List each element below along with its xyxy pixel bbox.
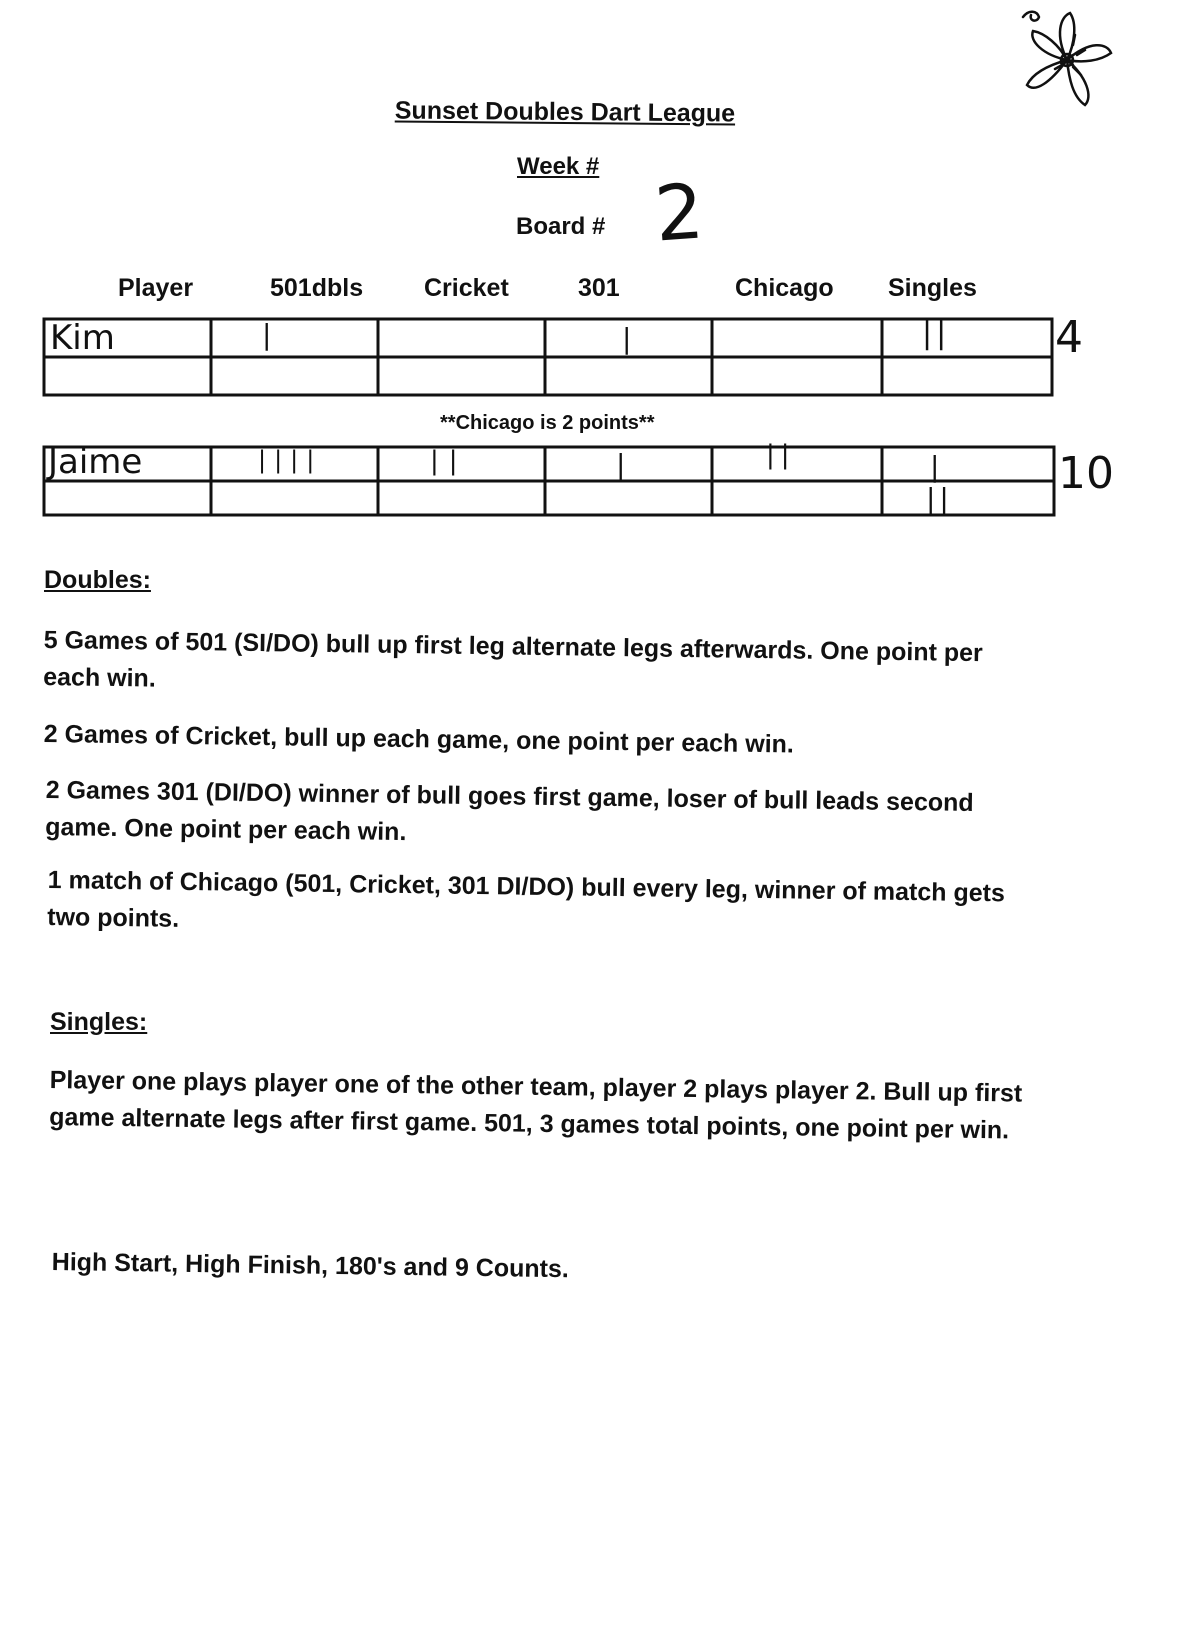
document-title: Sunset Doubles Dart League (394, 96, 736, 128)
doubles-rule-cricket: 2 Games of Cricket, bull up each game, one point per each win. (43, 719, 795, 759)
column-header-301: 301 (578, 274, 620, 302)
total-jaime: 10 (1058, 448, 1114, 499)
week-label: Week # (517, 153, 600, 180)
player-name-jaime: Jaime (48, 442, 143, 482)
doubles-rule-chicago: 1 match of Chicago (501, Cricket, 301 DI/DO) bull every leg, winner of match gets two points. (47, 865, 1006, 933)
tally-jaime-singles: | (930, 450, 940, 483)
doubles-rule-301: 2 Games 301 (DI/DO) winner of bull goes first game, loser of bull leads second game. One point per each win. (45, 775, 974, 847)
column-header-cricket: Cricket (424, 274, 509, 302)
tally-jaime-501dbls: |||| (258, 446, 323, 474)
doubles-rule-501: 5 Games of 501 (SI/DO) bull up first leg alternate legs afterwards. One point per each win. (43, 625, 983, 693)
tally-jaime-chicago: || (766, 440, 796, 470)
column-header-singles: Singles (888, 274, 977, 302)
singles-rule: Player one plays player one of the other team, player 2 plays player 2. Bull up first game alternate legs after first game. 501, 3 games total points, one point per win. (49, 1065, 1023, 1145)
column-header-player: Player (118, 274, 194, 302)
footer-note: High Start, High Finish, 180's and 9 Counts. (51, 1247, 570, 1284)
chicago-points-note: **Chicago is 2 points** (440, 412, 655, 434)
tally-kim-501dbls: | (262, 318, 272, 351)
tally-kim-singles: || (922, 316, 951, 351)
board-number: 2 (651, 166, 707, 259)
tally-jaime-cricket: || (430, 446, 468, 476)
singles-heading: Singles: (50, 1008, 148, 1036)
total-kim: 4 (1055, 312, 1083, 363)
player-name-kim: Kim (50, 318, 115, 358)
doubles-heading: Doubles: (44, 566, 151, 594)
tally-kim-301: | (622, 322, 632, 355)
tally-jaime-singles-row2: || (926, 482, 953, 515)
board-label: Board # (516, 213, 606, 240)
column-header-chicago: Chicago (735, 274, 834, 302)
tally-jaime-301: | (616, 448, 626, 481)
column-header-501dbls: 501dbls (270, 274, 364, 302)
